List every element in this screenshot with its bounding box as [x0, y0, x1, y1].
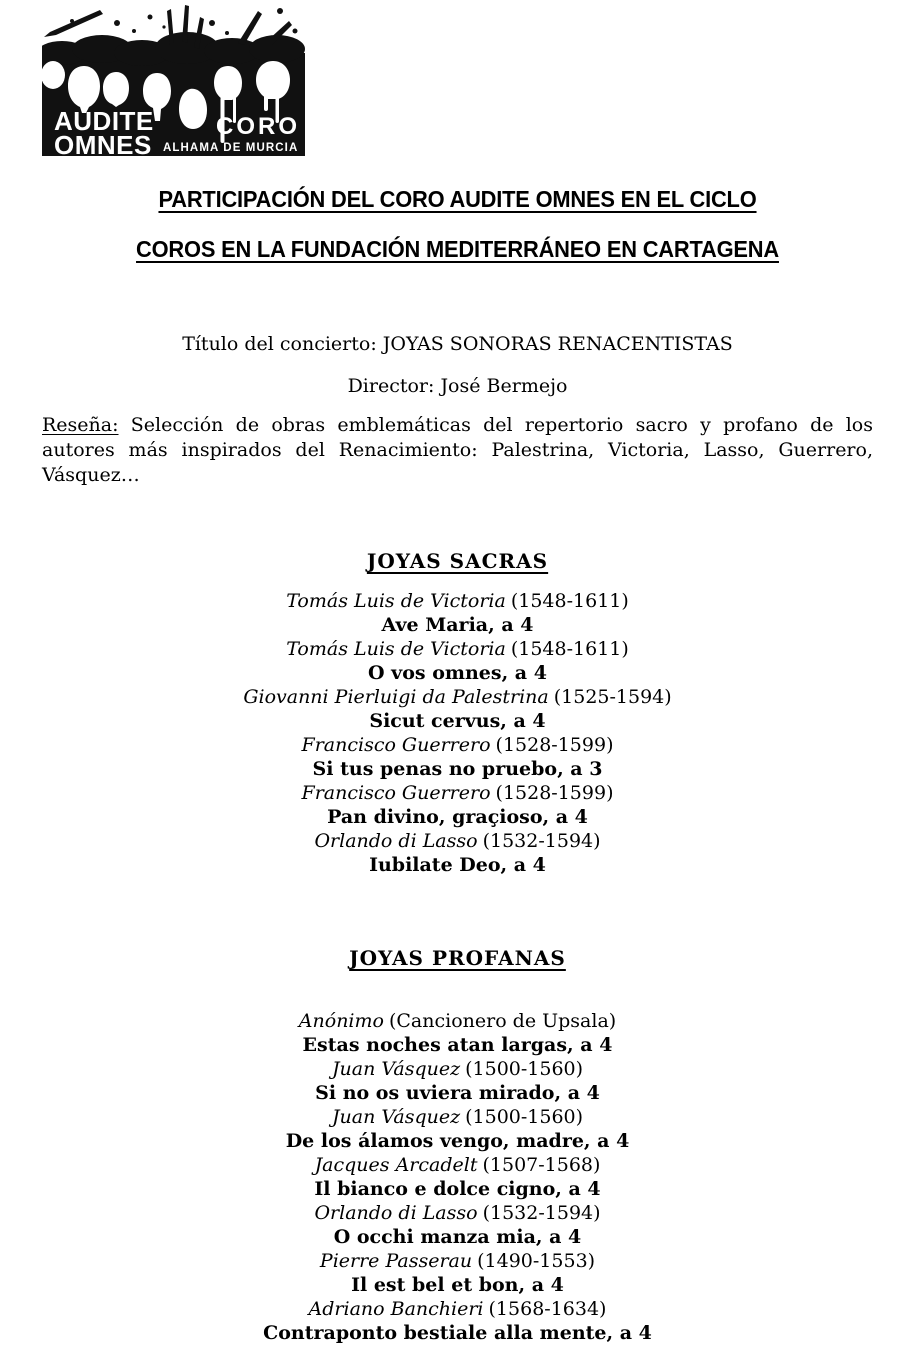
composer-dates: (1532-1594) — [482, 1202, 601, 1224]
composer-line — [42, 589, 873, 613]
resena-label: Reseña: — [42, 414, 119, 436]
composer-line — [42, 1249, 873, 1273]
composer-dates: (1525-1594) — [553, 686, 672, 708]
composer-name: Francisco Guerrero — [301, 734, 491, 756]
composer-line — [42, 1201, 873, 1225]
composer-name: Orlando di Lasso — [314, 1202, 478, 1224]
composer-line — [42, 733, 873, 757]
work-title: Ave Maria, a 4 — [381, 614, 534, 636]
section-heading-text: JOYAS PROFANAS — [349, 946, 566, 970]
composer-line — [42, 1297, 873, 1321]
composer-dates: (1500-1560) — [465, 1106, 584, 1128]
composer-name: Pierre Passerau — [319, 1250, 473, 1272]
section-heading-joyas-profanas — [42, 945, 873, 972]
composer-line — [42, 637, 873, 661]
composer-line — [42, 1009, 873, 1033]
work-title: Contraponto bestiale alla mente, a 4 — [263, 1322, 652, 1344]
logo-text-audite: AUDITE — [54, 106, 154, 136]
work-title: Si no os uviera mirado, a 4 — [315, 1082, 600, 1104]
composer-dates: (1528-1599) — [495, 734, 614, 756]
composer-name: Juan Vásquez — [331, 1058, 461, 1080]
page-title-line-1: PARTICIPACIÓN DEL CORO AUDITE OMNES EN EL CICLO — [158, 186, 757, 212]
composer-dates: (1528-1599) — [495, 782, 614, 804]
composer-name: Jacques Arcadelt — [314, 1154, 478, 1176]
composer-dates: (1507-1568) — [482, 1154, 601, 1176]
composer-dates: (1568-1634) — [488, 1298, 607, 1320]
program-list-sacras — [42, 589, 873, 877]
work-title: O vos omnes, a 4 — [368, 662, 547, 684]
composer-name: Francisco Guerrero — [301, 782, 491, 804]
director-line: Director: José Bermejo — [347, 375, 568, 397]
composer-dates: (1490-1553) — [477, 1250, 596, 1272]
composer-name: Orlando di Lasso — [314, 830, 478, 852]
composer-dates: (Cancionero de Upsala) — [388, 1010, 617, 1032]
resena-paragraph — [42, 413, 873, 488]
concert-title-line: Título del concierto: JOYAS SONORAS RENACENTISTAS — [182, 333, 733, 355]
composer-line — [42, 1057, 873, 1081]
work-title: Sicut cervus, a 4 — [369, 710, 546, 732]
paint-splatter-logo-graphic — [42, 3, 305, 156]
composer-name: Giovanni Pierluigi da Palestrina — [243, 686, 549, 708]
resena-body: Selección de obras emblemáticas del repertorio sacro y profano de los autores más inspirados del Renacimiento: Palestrina, Victoria, Lasso, Guerrero, Vásquez… — [42, 414, 873, 486]
page-title-line-2: COROS EN LA FUNDACIÓN MEDITERRÁNEO EN CARTAGENA — [136, 236, 779, 262]
logo-text-alhama-de-murcia: ALHAMA DE MURCIA — [163, 142, 299, 154]
composer-line — [42, 685, 873, 709]
composer-name: Tomás Luis de Victoria — [286, 638, 506, 660]
choir-logo — [42, 3, 305, 156]
section-heading-joyas-sacras — [42, 548, 873, 575]
composer-dates: (1548-1611) — [510, 638, 629, 660]
composer-dates: (1532-1594) — [482, 830, 601, 852]
section-heading-text: JOYAS SACRAS — [366, 549, 549, 573]
work-title: Il est bel et bon, a 4 — [351, 1274, 564, 1296]
composer-dates: (1500-1560) — [465, 1058, 584, 1080]
composer-line — [42, 1153, 873, 1177]
work-title: Iubilate Deo, a 4 — [369, 854, 546, 876]
work-title: De los álamos vengo, madre, a 4 — [285, 1130, 630, 1152]
composer-name: Juan Vásquez — [331, 1106, 461, 1128]
composer-line — [42, 781, 873, 805]
composer-line — [42, 1105, 873, 1129]
work-title: Estas noches atan largas, a 4 — [302, 1034, 613, 1056]
composer-line — [42, 829, 873, 853]
composer-name: Anónimo — [298, 1010, 384, 1032]
program-list-profanas — [42, 1009, 873, 1345]
work-title: O occhi manza mia, a 4 — [333, 1226, 582, 1248]
composer-dates: (1548-1611) — [510, 590, 629, 612]
logo-text-coro: CORO — [216, 113, 300, 140]
work-title: Pan divino, graçioso, a 4 — [327, 806, 588, 828]
work-title: Si tus penas no pruebo, a 3 — [312, 758, 603, 780]
composer-name: Adriano Banchieri — [308, 1298, 484, 1320]
composer-name: Tomás Luis de Victoria — [286, 590, 506, 612]
work-title: Il bianco e dolce cigno, a 4 — [314, 1178, 601, 1200]
logo-text-omnes: OMNES — [54, 130, 152, 156]
